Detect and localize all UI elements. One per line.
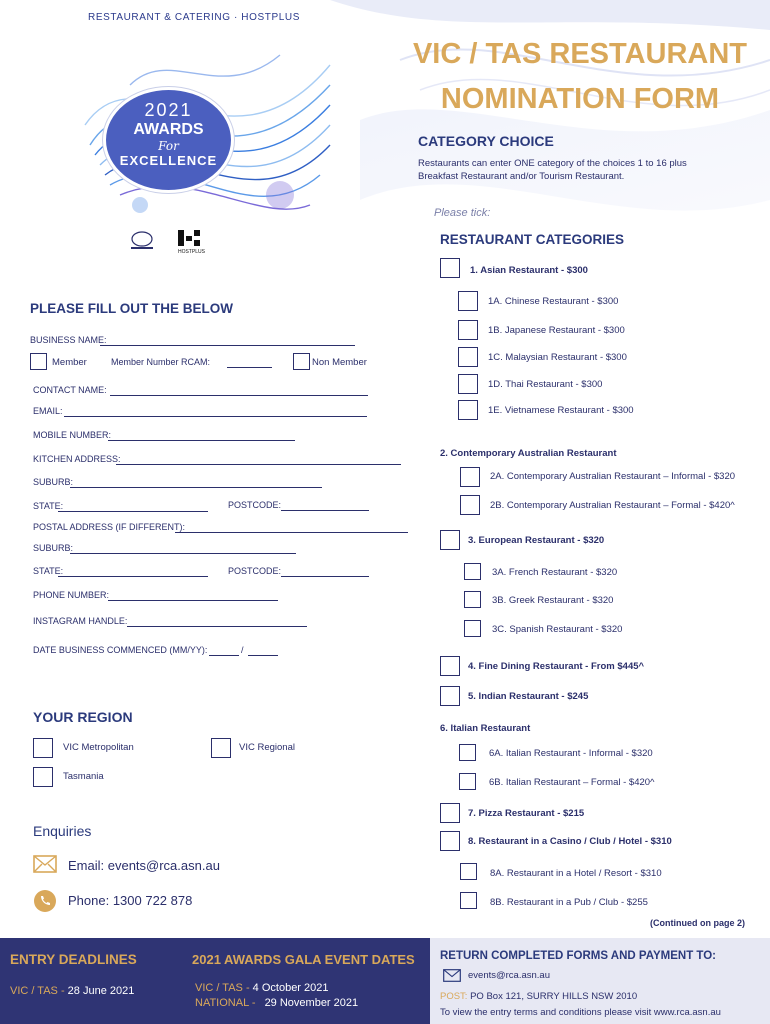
checkbox-category-8b[interactable] <box>460 892 477 909</box>
phone-input[interactable] <box>108 600 278 601</box>
mobile-label: MOBILE NUMBER: <box>33 430 112 440</box>
instagram-label: INSTAGRAM HANDLE: <box>33 616 128 626</box>
category-3c-label: 3C. Spanish Restaurant - $320 <box>492 624 623 635</box>
badge-year: 2021 <box>144 100 193 120</box>
phone-icon <box>33 889 57 913</box>
checkbox-category-6b[interactable] <box>459 773 476 790</box>
title-line-2: NOMINATION FORM <box>440 83 720 115</box>
enquiries-heading: Enquiries <box>33 823 92 839</box>
checkbox-category-4[interactable] <box>440 656 460 676</box>
postcode-input[interactable] <box>281 510 369 511</box>
category-2-heading: 2. Contemporary Australian Restaurant <box>440 448 617 459</box>
deadline-region: VIC / TAS - <box>10 985 68 997</box>
category-6b-label: 6B. Italian Restaurant – Formal - $420^ <box>489 777 655 788</box>
checkbox-vic-regional[interactable] <box>211 738 231 758</box>
checkbox-non-member[interactable] <box>293 353 310 370</box>
checkbox-category-1[interactable] <box>440 258 460 278</box>
state-2-label: STATE: <box>33 566 64 576</box>
date-separator: / <box>241 645 244 655</box>
gala-vic-label: VIC / TAS - <box>195 982 253 994</box>
category-choice-heading: CATEGORY CHOICE <box>418 133 554 149</box>
category-5-label: 5. Indian Restaurant - $245 <box>468 691 589 702</box>
post-address: PO Box 121, SURRY HILLS NSW 2010 <box>470 991 638 1002</box>
gala-national-line <box>195 997 358 1009</box>
deadlines-heading: ENTRY DEADLINES <box>10 952 137 967</box>
kitchen-address-input[interactable] <box>116 464 401 465</box>
form-title <box>395 32 765 122</box>
region-heading: YOUR REGION <box>33 709 133 725</box>
member-label: Member <box>52 357 87 368</box>
vic-metropolitan-label: VIC Metropolitan <box>63 742 134 753</box>
checkbox-category-3[interactable] <box>440 530 460 550</box>
category-4-label: 4. Fine Dining Restaurant - From $445^ <box>468 661 645 672</box>
checkbox-tasmania[interactable] <box>33 767 53 787</box>
post-label: POST: <box>440 991 471 1002</box>
gala-heading: 2021 AWARDS GALA EVENT DATES <box>192 952 415 967</box>
brand-header: RESTAURANT & CATERING · HOSTPLUS <box>88 12 301 23</box>
postal-address-label: POSTAL ADDRESS (IF DIFFERENT): <box>33 522 186 532</box>
checkbox-vic-metropolitan[interactable] <box>33 738 53 758</box>
non-member-label: Non Member <box>312 357 367 368</box>
return-email[interactable]: events@rca.asn.au <box>468 970 550 981</box>
contact-name-input[interactable] <box>110 395 368 396</box>
category-1c-label: 1C. Malaysian Restaurant - $300 <box>488 352 627 363</box>
category-choice-desc-2: Breakfast Restaurant and/or Tourism Restaurant. <box>418 171 625 182</box>
badge-excellence: EXCELLENCE <box>119 153 218 168</box>
checkbox-category-1a[interactable] <box>458 291 478 311</box>
continued-note: (Continued on page 2) <box>650 918 745 928</box>
suburb-input[interactable] <box>70 487 322 488</box>
deadline-line <box>10 985 134 997</box>
deadline-date: 28 June 2021 <box>67 985 135 997</box>
return-post-line <box>440 991 637 1002</box>
gala-vic-date: 4 October 2021 <box>252 982 329 994</box>
enquiries-phone[interactable]: Phone: 1300 722 878 <box>68 893 193 908</box>
fill-out-heading: PLEASE FILL OUT THE BELOW <box>30 301 234 316</box>
postcode-label: POSTCODE: <box>228 500 282 510</box>
suburb-label: SUBURB: <box>33 477 74 487</box>
checkbox-member[interactable] <box>30 353 47 370</box>
checkbox-category-3b[interactable] <box>464 591 481 608</box>
phone-label: PHONE NUMBER: <box>33 590 110 600</box>
postcode-2-label: POSTCODE: <box>228 566 282 576</box>
category-choice-desc-1: Restaurants can enter ONE category of the choices 1 to 16 plus <box>418 158 687 169</box>
category-1a-label: 1A. Chinese Restaurant - $300 <box>488 296 619 307</box>
category-1b-label: 1B. Japanese Restaurant - $300 <box>488 325 625 336</box>
checkbox-category-2b[interactable] <box>460 495 480 515</box>
member-number-input[interactable] <box>227 367 272 368</box>
state-label: STATE: <box>33 501 64 511</box>
badge-for: For <box>158 139 179 153</box>
gala-national-label: NATIONAL - <box>195 997 259 1009</box>
hostplus-logo-icon <box>178 230 206 254</box>
tasmania-label: Tasmania <box>63 771 104 782</box>
checkbox-category-1e[interactable] <box>458 400 478 420</box>
category-3b-label: 3B. Greek Restaurant - $320 <box>492 595 614 606</box>
please-tick-label: Please tick: <box>434 207 491 219</box>
rca-logo-icon <box>128 230 156 252</box>
email-label: EMAIL: <box>33 406 63 416</box>
category-8a-label: 8A. Restaurant in a Hotel / Resort - $310 <box>490 868 662 879</box>
state-2-input[interactable] <box>58 576 208 577</box>
category-8b-label: 8B. Restaurant in a Pub / Club - $255 <box>490 897 648 908</box>
footer-dark-panel <box>0 938 430 1024</box>
category-6a-label: 6A. Italian Restaurant - Informal - $320 <box>489 748 653 759</box>
badge-awards: AWARDS <box>133 121 204 138</box>
title-line-1: VIC / TAS RESTAURANT <box>412 38 748 70</box>
postcode-2-input[interactable] <box>281 576 369 577</box>
mobile-input[interactable] <box>108 440 295 441</box>
category-1e-label: 1E. Vietnamese Restaurant - $300 <box>488 405 634 416</box>
category-1d-label: 1D. Thai Restaurant - $300 <box>488 379 603 390</box>
business-name-label: BUSINESS NAME: <box>30 335 107 345</box>
enquiries-email[interactable]: Email: events@rca.asn.au <box>68 858 220 873</box>
instagram-input[interactable] <box>127 626 307 627</box>
category-8-label: 8. Restaurant in a Casino / Club / Hotel - $310 <box>468 836 672 847</box>
category-3a-label: 3A. French Restaurant - $320 <box>492 567 618 578</box>
vic-regional-label: VIC Regional <box>239 742 295 753</box>
gala-vic-line <box>195 982 329 994</box>
checkbox-category-8[interactable] <box>440 831 460 851</box>
date-commenced-label: DATE BUSINESS COMMENCED (MM/YY): <box>33 645 208 655</box>
category-6-heading: 6. Italian Restaurant <box>440 723 531 734</box>
category-1-label: 1. Asian Restaurant - $300 <box>470 265 588 276</box>
awards-badge <box>103 87 234 193</box>
footer <box>0 938 770 1024</box>
date-year-input[interactable] <box>248 655 278 656</box>
checkbox-category-7[interactable] <box>440 803 460 823</box>
category-7-label: 7. Pizza Restaurant - $215 <box>468 808 585 819</box>
checkbox-category-8a[interactable] <box>460 863 477 880</box>
category-3-label: 3. European Restaurant - $320 <box>468 535 605 546</box>
member-number-label: Member Number RCAM: <box>111 357 211 367</box>
contact-name-label: CONTACT NAME: <box>33 385 107 395</box>
category-2a-label: 2A. Contemporary Australian Restaurant – Informal - $320 <box>490 471 736 482</box>
checkbox-category-1b[interactable] <box>458 320 478 340</box>
checkbox-category-3c[interactable] <box>464 620 481 637</box>
return-email-icon <box>443 969 461 982</box>
return-heading: RETURN COMPLETED FORMS AND PAYMENT TO: <box>440 950 717 962</box>
kitchen-address-label: KITCHEN ADDRESS: <box>33 454 121 464</box>
suburb-2-label: SUBURB: <box>33 543 74 553</box>
category-2b-label: 2B. Contemporary Australian Restaurant – Formal - $420^ <box>490 500 735 511</box>
email-icon <box>33 855 57 873</box>
business-name-input[interactable] <box>100 345 355 346</box>
restaurant-categories-heading: RESTAURANT CATEGORIES <box>440 232 625 247</box>
gala-national-date: 29 November 2021 <box>264 997 359 1009</box>
date-month-input[interactable] <box>209 655 239 656</box>
checkbox-category-1c[interactable] <box>458 347 478 367</box>
suburb-2-input[interactable] <box>70 553 296 554</box>
email-input[interactable] <box>64 416 367 417</box>
state-input[interactable] <box>58 511 208 512</box>
checkbox-category-5[interactable] <box>440 686 460 706</box>
checkbox-category-1d[interactable] <box>458 374 478 394</box>
checkbox-category-6a[interactable] <box>459 744 476 761</box>
hostplus-logo-text: HOSTPLUS <box>178 249 205 254</box>
terms-text: To view the entry terms and conditions please visit www.rca.asn.au <box>440 1007 721 1018</box>
checkbox-category-3a[interactable] <box>464 563 481 580</box>
postal-address-input[interactable] <box>175 532 408 533</box>
checkbox-category-2a[interactable] <box>460 467 480 487</box>
